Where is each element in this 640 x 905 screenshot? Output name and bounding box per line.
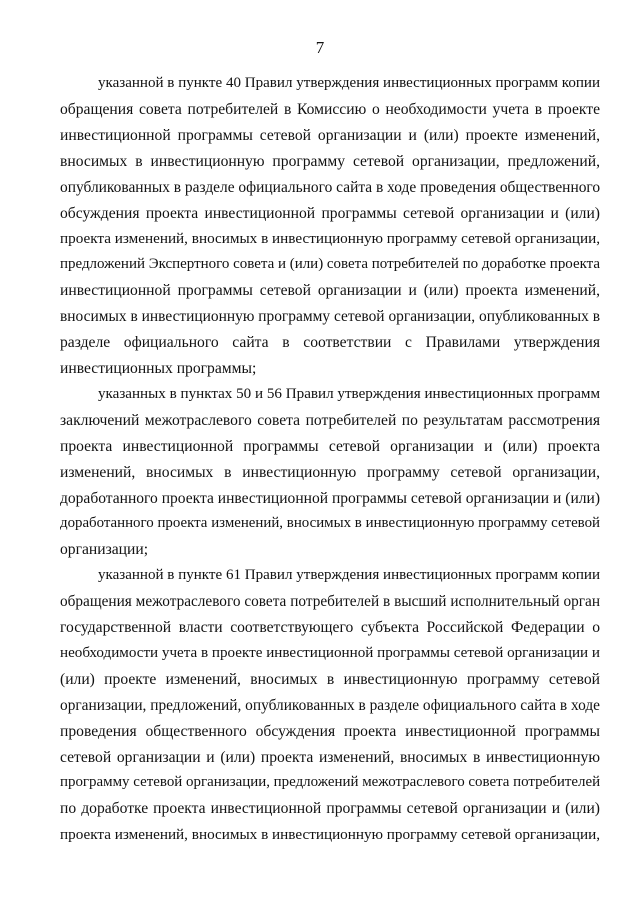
text-line: государственной власти соответствующего субъекта Российской Федерации о: [60, 619, 600, 637]
text-line: проекта изменений, вносимых в инвестиционную программу сетевой организации,: [60, 826, 600, 844]
page-number: 7: [315, 38, 325, 57]
text-line: инвестиционной программы сетевой организации и (или) проекте изменений,: [60, 126, 600, 144]
text-line: изменений, вносимых в инвестиционную программу сетевой организации,: [60, 463, 600, 481]
text-line: доработанного проекта инвестиционной программы сетевой организации и (или): [60, 489, 600, 507]
paragraph-1: [60, 71, 600, 382]
text-line: необходимости учета в проекте инвестиционной программы сетевой организации и: [60, 644, 600, 661]
text-line: организации, предложений, опубликованных в разделе официального сайта в ходе: [60, 696, 600, 714]
text-line: вносимых в инвестиционную программу сетевой организации, опубликованных в: [60, 308, 600, 326]
document-body: [60, 71, 600, 848]
text-line: опубликованных в разделе официального сайта в ходе проведения общественного: [60, 178, 601, 196]
text-line: обсуждения проекта инвестиционной программы сетевой организации и (или): [60, 204, 600, 222]
text-line: инвестиционных программы;: [60, 359, 257, 377]
text-line: (или) проекте изменений, вносимых в инвестиционную программу сетевой: [60, 670, 600, 688]
text-line: проведения общественного обсуждения проекта инвестиционной программы: [60, 722, 600, 740]
text-line: вносимых в инвестиционную программу сетевой организации, предложений,: [60, 152, 600, 170]
text-line: обращения межотраслевого совета потребителей в высший исполнительный орган: [60, 593, 600, 611]
text-line: проекта изменений, вносимых в инвестиционную программу сетевой организации,: [60, 230, 600, 248]
paragraph-3: [60, 563, 600, 848]
text-line: обращения совета потребителей в Комиссию о необходимости учета в проекте: [60, 100, 600, 118]
text-line: сетевой организации и (или) проекта изменений, вносимых в инвестиционную: [60, 748, 600, 766]
text-line: доработанного проекта изменений, вносимых в инвестиционную программу сетевой: [60, 515, 600, 532]
text-line: проекта инвестиционной программы сетевой организации и (или) проекта: [60, 437, 600, 455]
text-line: инвестиционной программы сетевой организации и (или) проекта изменений,: [60, 282, 600, 300]
text-line: заключений межотраслевого совета потребителей по результатам рассмотрения: [60, 411, 600, 429]
text-line: организации;: [60, 541, 149, 559]
text-line: программу сетевой организации, предложений межотраслевого совета потребителей: [60, 774, 601, 791]
text-line: предложений Экспертного совета и (или) совета потребителей по доработке проекта: [60, 256, 601, 273]
text-line: указанных в пунктах 50 и 56 Правил утверждения инвестиционных программ: [98, 385, 600, 402]
text-line: указанной в пункте 40 Правил утверждения инвестиционных программ копии: [98, 75, 600, 91]
text-line: указанной в пункте 61 Правил утверждения инвестиционных программ копии: [98, 567, 600, 584]
text-line: по доработке проекта инвестиционной программы сетевой организации и (или): [60, 800, 600, 818]
paragraph-2: [60, 382, 600, 563]
text-line: разделе официального сайта в соответствии с Правилами утверждения: [60, 334, 600, 352]
